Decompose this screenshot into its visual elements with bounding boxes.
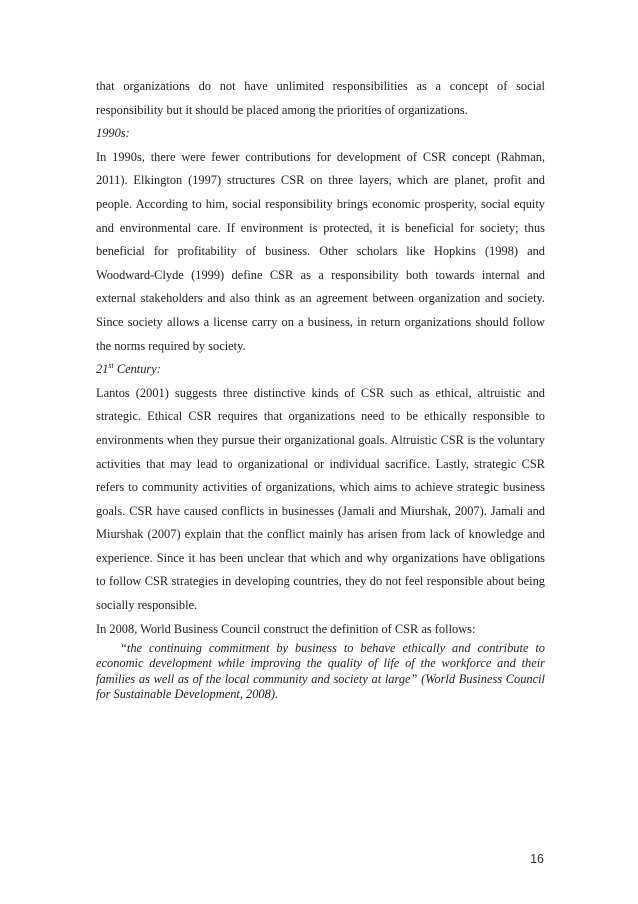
- block-quote: “the continuing commitment by business to behave ethically and contribute to economic development while improving the quality of life of the workforce and their families as well as of the local community and society at large” (World Business Council for Sustainable Development, 2008).: [96, 641, 545, 701]
- heading-21st-text: Century:: [113, 362, 161, 377]
- paragraph-wbcsd: In 2008, World Business Council construct the definition of CSR as follows:: [96, 621, 476, 636]
- page-number: 16: [530, 852, 544, 866]
- heading-21st-superscript: st: [108, 361, 114, 370]
- paragraph-1990s: In 1990s, there were fewer contributions for development of CSR concept (Rahman, 2011). Elkington (1997) structures CSR on three layers, which are planet, profit and people. According to him, social responsibility brings economic prosperity, social equity and environmental care. If environment is protected, it is beneficial for society; thus beneficial for profitability of business. Other scholars like Hopkins (1998) and Woodward-Clyde (1999) define CSR as a responsibility both towards internal and external stakeholders and also think as an agreement between organization and society. Since society allows a license carry on a business, in return organizations should follow the norms required by society.: [96, 149, 545, 353]
- heading-21st-century: [96, 358, 545, 382]
- heading-1990s: 1990s:: [96, 126, 130, 141]
- heading-21st-number: 21: [96, 362, 109, 377]
- paragraph-21st-century: Lantos (2001) suggests three distinctive kinds of CSR such as ethical, altruistic and strategic. Ethical CSR requires that organizations need to be ethically responsible to environments when they pursue their organizational goals. Altruistic CSR is the voluntary activities that may lead to organizational or individual sacrifice. Lastly, strategic CSR refers to community activities of organizations, which aims to achieve strategic business goals. CSR have caused conflicts in businesses (Jamali and Miurshak, 2007). Jamali and Miurshak (2007) explain that the conflict mainly has arisen from lack of knowledge and experience. Since it has been unclear that which and why organizations have obligations to follow CSR strategies in developing countries, they do not feel responsible about being socially responsible.: [96, 385, 545, 613]
- paragraph-intro: that organizations do not have unlimited responsibilities as a concept of social responsibility but it should be placed among the priorities of organizations.: [96, 79, 545, 117]
- body-text: [96, 75, 545, 702]
